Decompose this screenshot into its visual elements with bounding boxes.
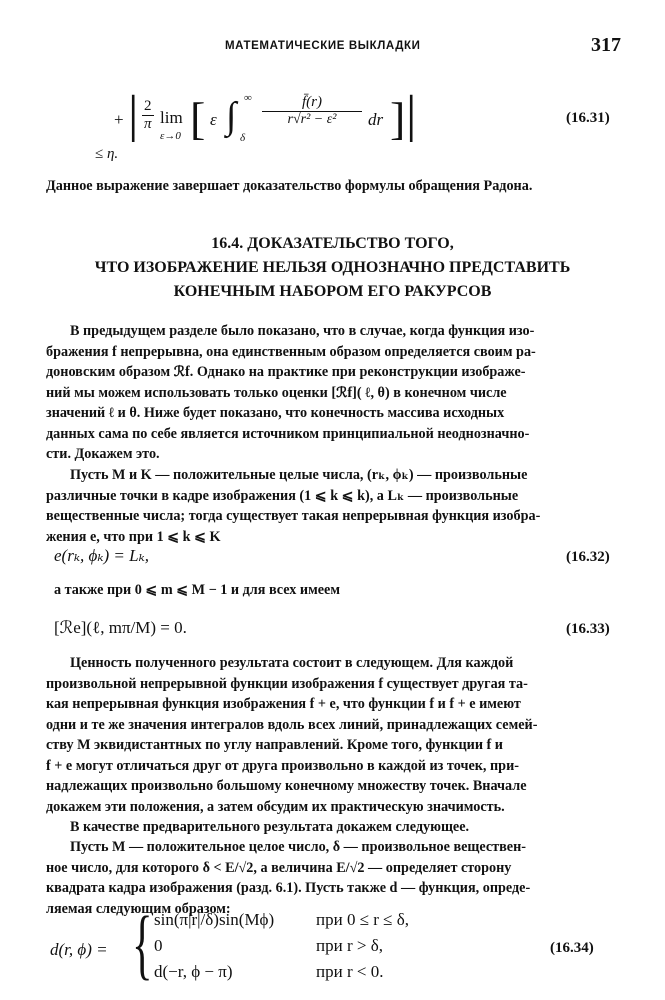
page-number: 317 [591,34,621,56]
equation-16-33: [ℛe](ℓ, mπ/M) = 0. [54,618,187,637]
paragraph-4: В качестве предварительного результата докажем следующее. [70,819,470,835]
eq34-case2: 0 [154,936,163,955]
eq-number-16-31: (16.31) [566,110,610,126]
integrand-frac [262,94,362,128]
section-title: 16.4. ДОКАЗАТЕЛЬСТВО ТОГО, ЧТО ИЗОБРАЖЕНИЕ НЕЛЬЗЯ ОДНОЗНАЧНО ПРЕДСТАВИТЬ КОНЕЧНЫМ НАБОРОМ ЕГО РАКУРСОВ [94,235,571,300]
equation-16-32: e(rₖ, ϕₖ) = Lₖ, [54,546,150,565]
eq-plus: + [114,110,124,129]
equation-16-31 [114,88,634,168]
paragraph-3: Ценность полученного результата состоит в следующем. Для каждой произвольной непрерывной функции изображения f существует другая та- кая непрерывная функция изображения f + e, что функции f и f + e имеют одни и те же значения интегралов вдоль всех линий, принадлежащих семей- ству M эквидистантных по углу направлений. Кроме того, функции f и f + e могут отличаться друг от друга произвольно в каждой из точек, при- надлежащих произвольно большому конечному множеству точек. Вначале докажем эти положения, а затем обсудим их практическую значимость. [46,655,538,815]
eq34-case1: sin(π|r|/δ)sin(Mϕ) [154,910,275,929]
int-lower: δ [240,132,246,144]
conclusion-text: Данное выражение завершает доказательство формулы обращения Радона. [46,178,533,194]
eq34-cond2: при r > δ, [316,936,383,955]
also-line: а также при 0 ⩽ m ⩽ M − 1 и для всех имеем [54,582,341,598]
equation-16-34 [50,900,630,992]
lim-word: lim [160,108,183,127]
eq34-lhs: d(r, ϕ) = [50,940,108,959]
dr: dr [368,110,384,129]
integral-sign: ∫ [226,95,237,137]
paragraph-5: Пусть M — положительное целое число, δ — произвольное веществен- ное число, для которого δ < E/√2, а величина E/√2 — определяет сторону квадрата кадра изображения (разд. 6.1). Пусть также d — функция, опреде- ляемая следующим образом: [46,839,531,917]
eq34-brace: { [132,900,153,987]
running-title: МАТЕМАТИЧЕСКИЕ ВЫКЛАДКИ [225,40,421,52]
eq-number-16-34: (16.34) [550,940,594,956]
bracket-left: [ [190,93,206,144]
lim-sub: ε→0 [160,130,181,142]
eq34-cond3: при r < 0. [316,962,384,981]
eq-number-16-32: (16.32) [566,549,610,565]
eq34-case3: d(−r, ϕ − π) [154,962,233,981]
bracket-right: ] [390,93,406,144]
epsilon: ε [210,110,217,129]
paragraph-2: Пусть M и K — положительные целые числа, (rₖ, ϕₖ) — произвольные различные точки в кадре изображения (1 ⩽ k ⩽ k), а Lₖ — произвольные вещественные числа; тогда существует такая непрерывная функция изобра- жения e, что при 1 ⩽ k ⩽ K [46,467,541,545]
le-eta: ≤ η. [95,146,119,162]
int-upper: ∞ [244,92,252,104]
two-over-pi: $\frac{2}{\pi}$ [144,98,152,132]
integrand-num: f̄(r) [262,94,362,112]
eq-number-16-33: (16.33) [566,621,610,637]
integrand-den: r√r² − ε² [287,112,337,127]
abs-bar-left: | [128,86,139,143]
paragraph-1: В предыдущем разделе было показано, что в случае, когда функция изо- бражения f непрерывна, она единственным образом определяется своим ра- доновским образом ℛf. Однако на практике при реконструкции изображе- ний мы можем использовать только оценки [ℛf]( ℓ, θ) в конечном числе значений ℓ и θ. Ниже будет показано, что конечность массива исходных данных сама по себе является источником принципиальной неоднозначно- сти. Докажем это. [46,323,536,462]
abs-bar-right: | [406,86,417,143]
eq34-cond1: при 0 ≤ r ≤ δ, [316,910,410,929]
